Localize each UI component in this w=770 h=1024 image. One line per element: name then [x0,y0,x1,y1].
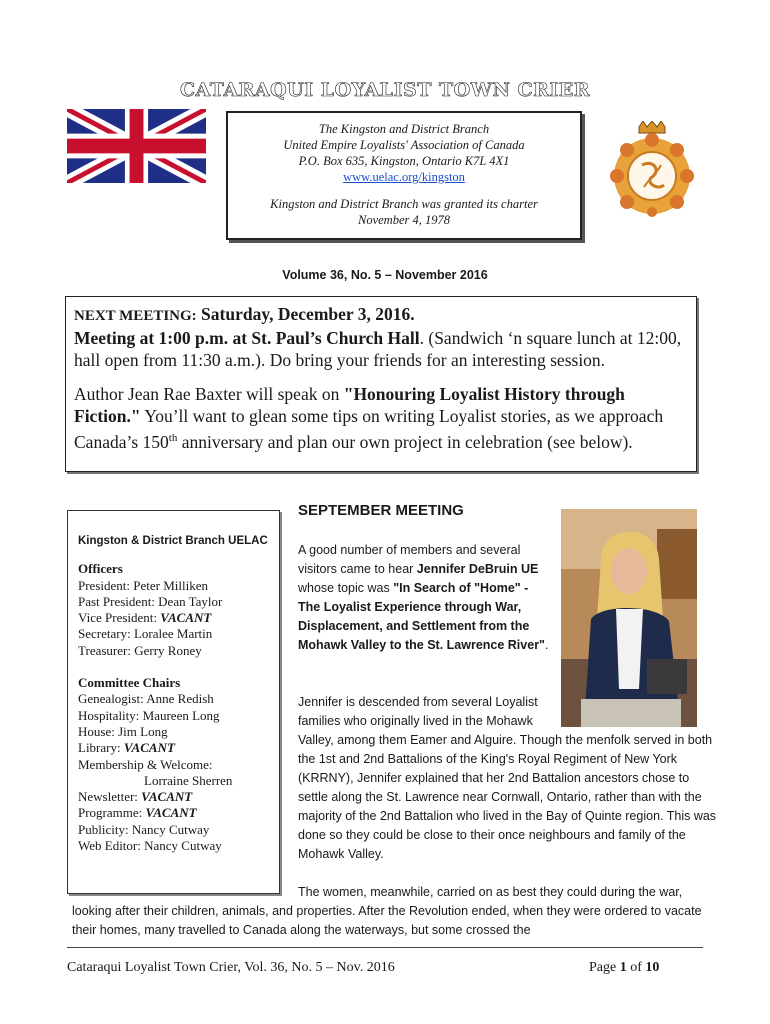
section-title: SEPTEMBER MEETING [298,502,464,519]
footer-title: Cataraqui Loyalist Town Crier, Vol. 36, No. 5 – Nov. 2016 [67,960,395,975]
committee-item: Membership & Welcome: [78,756,213,772]
september-paragraph-1: A good number of members and several visitors came to hear Jennifer DeBruin UE whose topic was "In Search of "Home" - The Loyalist Experience through War, Displacement, and Settlement from the Mohawk Valley to the St. Lawrence River". [298,543,549,652]
newsletter-masthead: CATARAQUI LOYALIST TOWN CRIER [179,79,591,101]
officer-item: President: Peter Milliken [78,577,208,593]
officer-item: Past President: Dean Taylor [78,593,223,609]
committee-heading: Committee Chairs [78,675,181,691]
meeting-location: Meeting at 1:00 p.m. at St. Paul’s Church Hall [74,328,420,348]
branch-info-box [226,111,582,240]
website-link[interactable]: www.uelac.org/kingston [343,170,465,184]
charter-line-2: November 4, 1978 [358,213,450,227]
committee-item: Genealogist: Anne Redish [78,691,214,707]
committee-item: Publicity: Nancy Cutway [78,821,210,837]
speaker-name: Jennifer DeBruin UE [416,562,539,576]
officers-heading: Officers [78,561,123,577]
talk-title: "Honouring Loyalist History through Fiction." [74,384,625,426]
paragraph-2-text: Jennifer is descended from several Loyalist families who originally lived in the Mohawk Valley, among them Eamer and Alguire. Though the menfolk served in both the 1st and 2nd Battalions of the King's Royal Regiment of New York (KRRNY), Jennifer explained that her 2nd Battalion ancestors chose to settle along the St. Lawrence near Cornwall, Ontario, rather than with the majority of the 2nd Battalion who lived in the Bay of Quinte region. This was done so they could be close to their once neighbours and family of the Mohawk Valley. [298,695,717,861]
branch-officers-sidebar [67,510,280,894]
association-name: United Empire Loyalists' Association of Canada [283,138,525,152]
page-number: Page 1 of 10 [589,960,660,975]
talk-topic: "In Search of "Home" - The Loyalist Experience through War, Displacement, and Settlement from the Mohawk Valley to the St. Lawrence River" [298,581,545,652]
volume-line: Volume 36, No. 5 – November 2016 [282,268,488,282]
officer-item: Treasurer: Gerry Roney [78,642,202,658]
committee-item: Newsletter: VACANT [78,789,193,805]
september-paragraph-3: The women, meanwhile, carried on as best they could during the war, looking after their children, animals, and properties. After the Revolution ended, when they were ordered to vacate their homes, many travelled to Canada along the waterways, but some crossed the [72,885,702,937]
committee-item: Programme: VACANT [78,805,197,821]
footer-rule [67,947,703,948]
next-meeting-date: Saturday, December 3, 2016. [201,304,415,324]
committee-item: Library: VACANT [78,740,175,756]
officer-item: Secretary: Loralee Martin [78,626,213,642]
committee-item: Web Editor: Nancy Cutway [78,838,222,854]
next-meeting-box [65,296,697,472]
officer-item: Vice President: VACANT [78,610,212,626]
branch-name: The Kingston and District Branch [318,122,490,136]
charter-line-1: Kingston and District Branch was granted its charter [270,197,538,211]
next-meeting-label: NEXT MEETING: [74,308,197,324]
september-paragraph-2 [298,693,718,864]
union-flag-icon [67,109,206,183]
committee-item: Hospitality: Maureen Long [78,707,220,723]
meeting-details: . (Sandwich ‘n square lunch at 12:00, hall open from 11:30 a.m.). Do bring your friends for an interesting session. [74,328,682,370]
speaker-paragraph: Author Jean Rae Baxter will speak on "Honouring Loyalist History through Fiction." You’ll want to glean some tips on writing Loyalist stories, as we approach Canada’s 150th anniversary and plan our own project in celebration (see below). [74,384,664,452]
uelac-crest-icon [609,121,696,217]
committee-item: Lorraine Sherren [144,772,233,788]
mailing-address: P.O. Box 635, Kingston, Ontario K7L 4X1 [298,154,510,168]
sidebar-title: Kingston & District Branch UELAC [78,535,268,547]
committee-item: House: Jim Long [78,723,168,739]
